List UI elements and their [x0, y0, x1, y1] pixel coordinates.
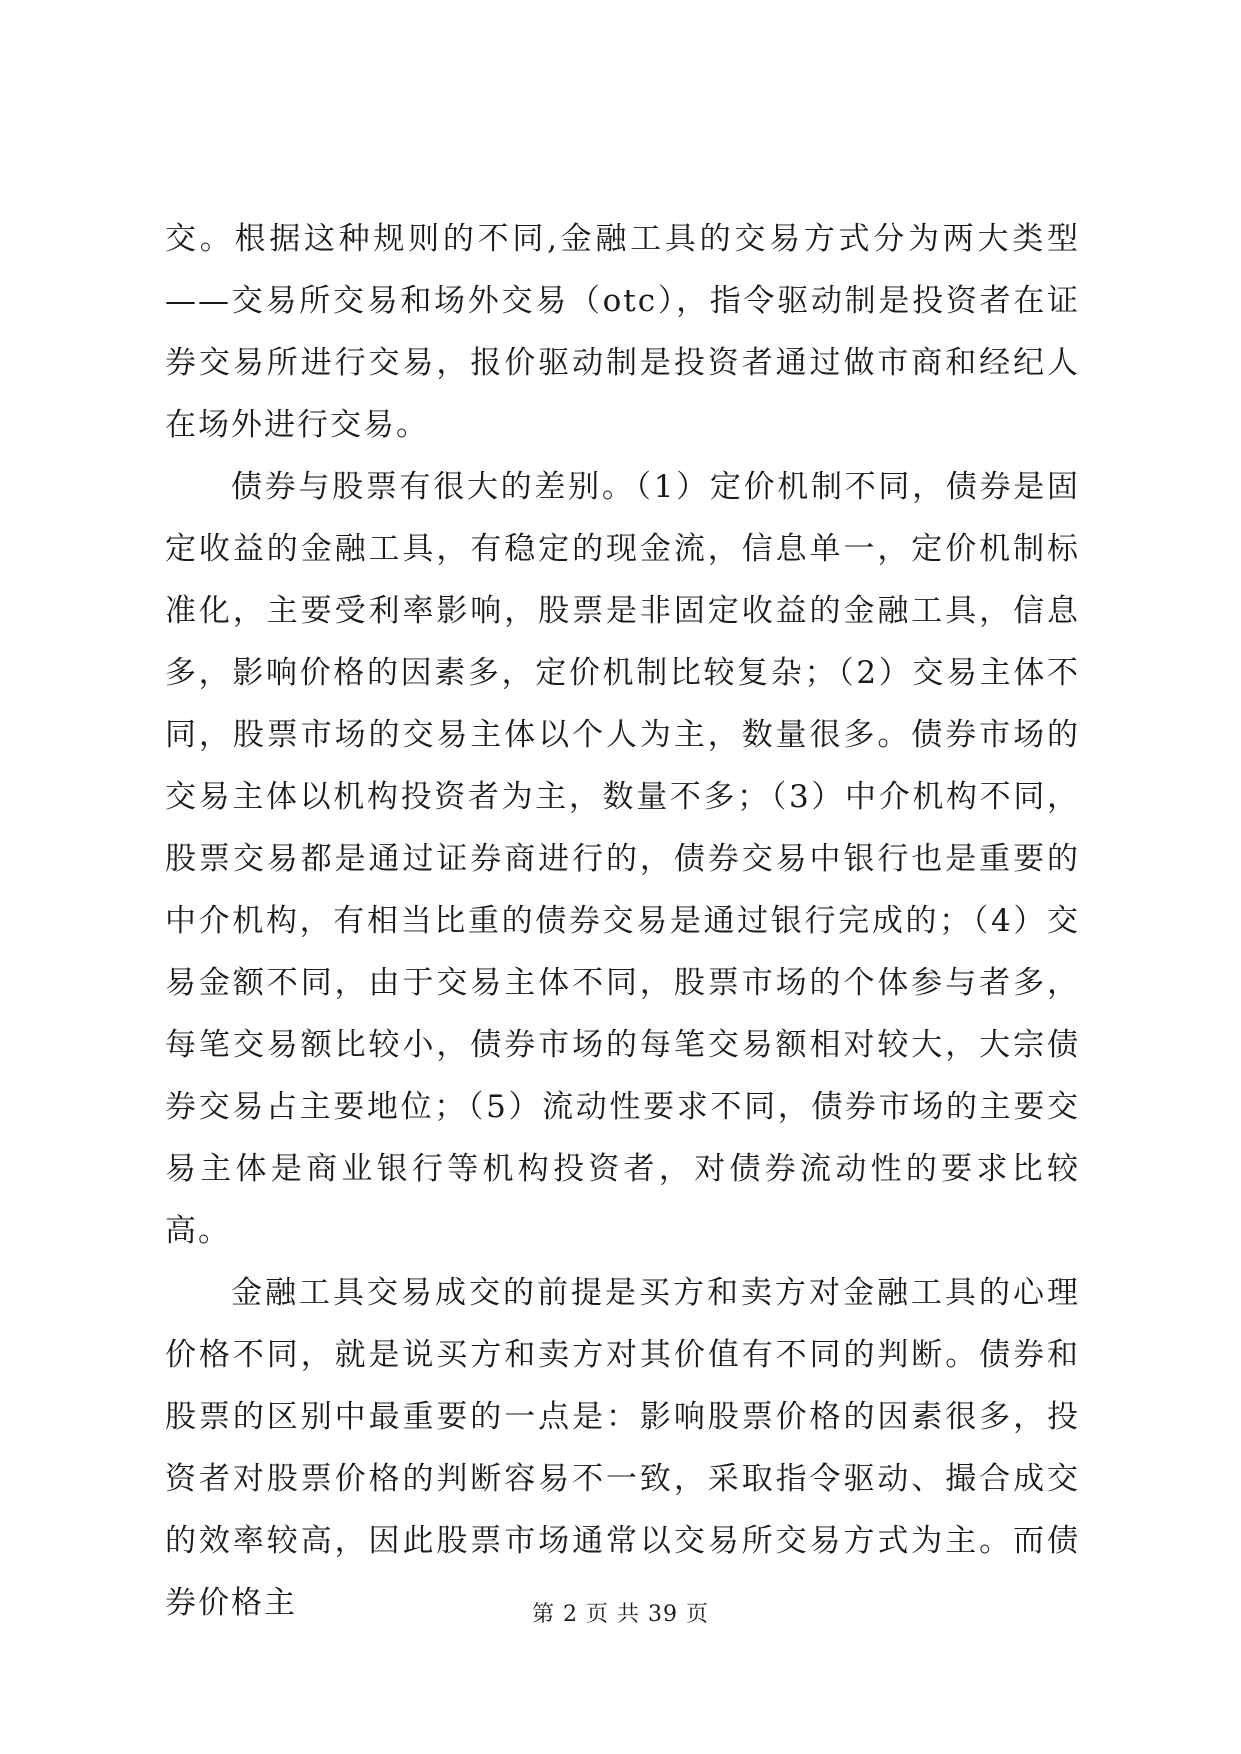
page-number-footer: 第 2 页 共 39 页: [532, 1602, 709, 1627]
document-body: [165, 208, 1080, 1634]
paragraph-1: 交。根据这种规则的不同,金融工具的交易方式分为两大类型——交易所交易和场外交易（otc），指令驱动制是投资者在证券交易所进行交易，报价驱动制是投资者通过做市商和经纪人在场外进行交易。: [165, 221, 1080, 443]
paragraph-2: 债券与股票有很大的差别。（1）定价机制不同，债券是固定收益的金融工具，有稳定的现金流，信息单一，定价机制标准化，主要受利率影响，股票是非固定收益的金融工具，信息多，影响价格的因素多，定价机制比较复杂；（2）交易主体不同，股票市场的交易主体以个人为主，数量很多。债券市场的交易主体以机构投资者为主，数量不多；（3）中介机构不同，股票交易都是通过证券商进行的，债券交易中银行也是重要的中介机构，有相当比重的债券交易是通过银行完成的；（4）交易金额不同，由于交易主体不同，股票市场的个体参与者多，每笔交易额比较小，债券市场的每笔交易额相对较大，大宗债券交易占主要地位；（5）流动性要求不同，债券市场的主要交易主体是商业银行等机构投资者，对债券流动性的要求比较高。: [165, 469, 1080, 1249]
paragraph-3: 金融工具交易成交的前提是买方和卖方对金融工具的心理价格不同，就是说买方和卖方对其价值有不同的判断。债券和股票的区别中最重要的一点是：影响股票价格的因素很多，投资者对股票价格的判断容易不一致，采取指令驱动、撮合成交的效率较高，因此股票市场通常以交易所交易方式为主。而债券价格主: [165, 1275, 1080, 1621]
